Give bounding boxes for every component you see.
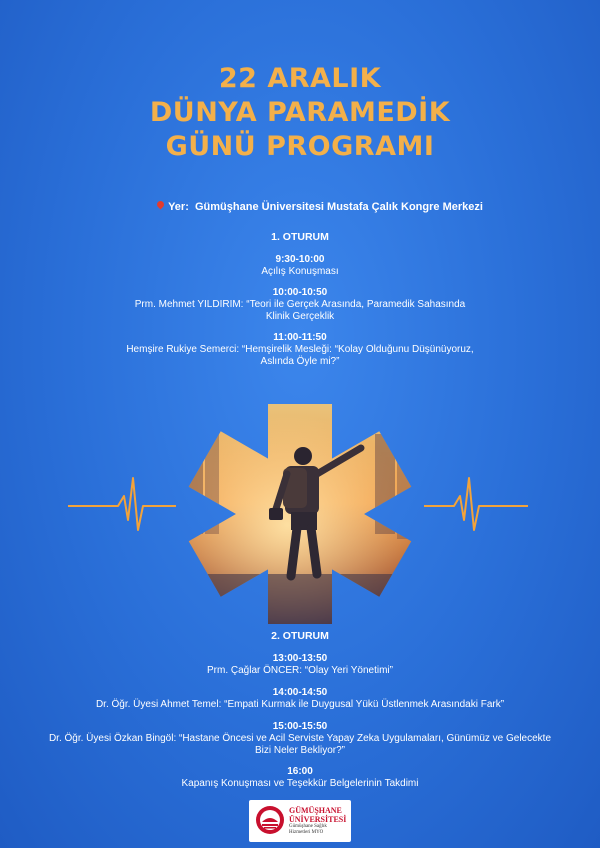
session-2-item-3: [0, 721, 600, 757]
logo-subtitle: Gümüşhane Sağlık Hizmetleri MYO: [289, 824, 327, 835]
item-time: 16:00: [287, 766, 313, 777]
venue: [0, 201, 600, 213]
session-2-item-4: [0, 766, 600, 790]
university-emblem-icon: [255, 805, 285, 835]
item-desc-line: Prm. Çağlar ÖNCER: “Olay Yeri Yönetimi”: [207, 665, 393, 676]
title-line-3: GÜNÜ PROGRAMI: [165, 131, 435, 162]
venue-text: Gümüşhane Üniversitesi Mustafa Çalık Kongre Merkezi: [195, 201, 483, 213]
item-time: 11:00-11:50: [273, 332, 327, 343]
item-desc-line: Kapanış Konuşması ve Teşekkür Belgelerinin Takdimi: [181, 778, 419, 789]
session-1-item-2: [0, 287, 600, 323]
poster-title: [0, 62, 600, 164]
item-time: 9:30-10:00: [275, 254, 325, 265]
item-time: 10:00-10:50: [272, 287, 328, 298]
item-desc-line: Dr. Öğr. Üyesi Ahmet Temel: “Empati Kurmak ile Duygusal Yükü Üstlenmek Arasındaki Fark”: [95, 699, 505, 710]
session-2-title: 2. OTURUM: [271, 630, 329, 642]
item-time: 14:00-14:50: [272, 687, 328, 698]
university-logo: [249, 800, 351, 842]
item-desc-line: Dr. Öğr. Üyesi Özkan Bingöl: “Hastane Öncesi ve Acil Serviste Yapay Zeka Uygulamaları, Günümüz ve Gelecekte: [48, 733, 552, 744]
location-pin-icon: [157, 201, 165, 211]
item-desc-line: Bizi Neler Bekliyor?”: [254, 745, 346, 756]
item-desc-line: Hemşire Rukiye Semerci: “Hemşirelik Mesleği: “Kolay Olduğunu Düşünüyoruz,: [126, 344, 474, 355]
venue-label: Yer:: [168, 201, 189, 213]
item-time: 13:00-13:50: [272, 653, 328, 664]
logo-name: GÜMÜŞHANE ÜNİVERSİTESİ: [289, 806, 347, 824]
session-1-item-1: [0, 254, 600, 278]
session-1-item-3: [0, 332, 600, 368]
title-line-2: DÜNYA PARAMEDİK: [149, 97, 451, 128]
item-desc-line: Klinik Gerçeklik: [265, 311, 335, 322]
item-desc-line: Aslında Öyle mi?”: [260, 356, 340, 367]
star-of-life-icon: [175, 404, 425, 624]
session-2-item-2: [0, 687, 600, 711]
title-line-1: 22 ARALIK: [218, 63, 382, 94]
item-desc-line: Açılış Konuşması: [261, 266, 339, 277]
session-2-item-1: [0, 653, 600, 677]
item-desc-line: Prm. Mehmet YILDIRIM: “Teori ile Gerçek Arasında, Paramedik Sahasında: [134, 299, 466, 310]
session-1-title: 1. OTURUM: [271, 231, 329, 243]
item-time: 15:00-15:50: [272, 721, 328, 732]
